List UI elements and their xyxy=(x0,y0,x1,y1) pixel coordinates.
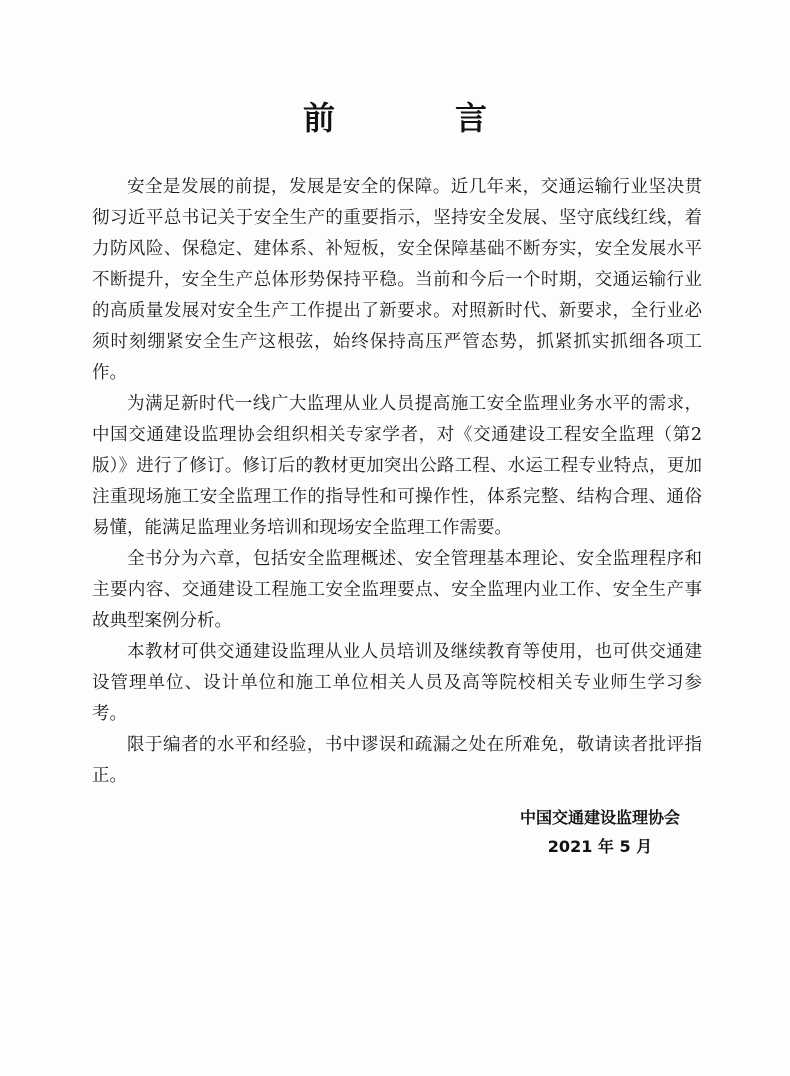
paragraph: 限于编者的水平和经验，书中谬误和疏漏之处在所难免，敬请读者批评指正。 xyxy=(92,735,702,786)
signature-date: 2021 年 5 月 xyxy=(547,837,653,856)
preface-body xyxy=(92,172,702,792)
paragraph: 安全是发展的前提，发展是安全的保障。近几年来，交通运输行业坚决贯彻习近平总书记关于安全生产的重要指示，坚持安全发展、坚守底线红线，着力防风险、保稳定、建体系、补短板，安全保障基础不断夯实，安全发展水平不断提升，安全生产总体形势保持平稳。当前和今后一个时期，交通运输行业的高质量发展对安全生产工作提出了新要求。对照新时代、新要求，全行业必须时刻绷紧安全生产这根弦，始终保持高压严管态势，抓紧抓实抓细各项工作。 xyxy=(92,177,702,383)
paragraph: 全书分为六章，包括安全监理概述、安全管理基本理论、安全监理程序和主要内容、交通建设工程施工安全监理要点、安全监理内业工作、安全生产事故典型案例分析。 xyxy=(92,549,702,631)
page-title: 前 言 xyxy=(302,99,531,137)
paragraph: 为满足新时代一线广大监理从业人员提高施工安全监理业务水平的需求，中国交通建设监理协会组织相关专家学者，对《交通建设工程安全监理（第2版）》进行了修订。修订后的教材更加突出公路工程、水运工程专业特点，更加注重现场施工安全监理工作的指导性和可操作性，体系完整、结构合理、通俗易懂，能满足监理业务培训和现场安全监理工作需要。 xyxy=(92,394,702,538)
paragraph: 本教材可供交通建设监理从业人员培训及继续教育等使用，也可供交通建设管理单位、设计单位和施工单位相关人员及高等院校相关专业师生学习参考。 xyxy=(92,642,702,724)
signature-organization: 中国交通建设监理协会 xyxy=(519,808,680,827)
